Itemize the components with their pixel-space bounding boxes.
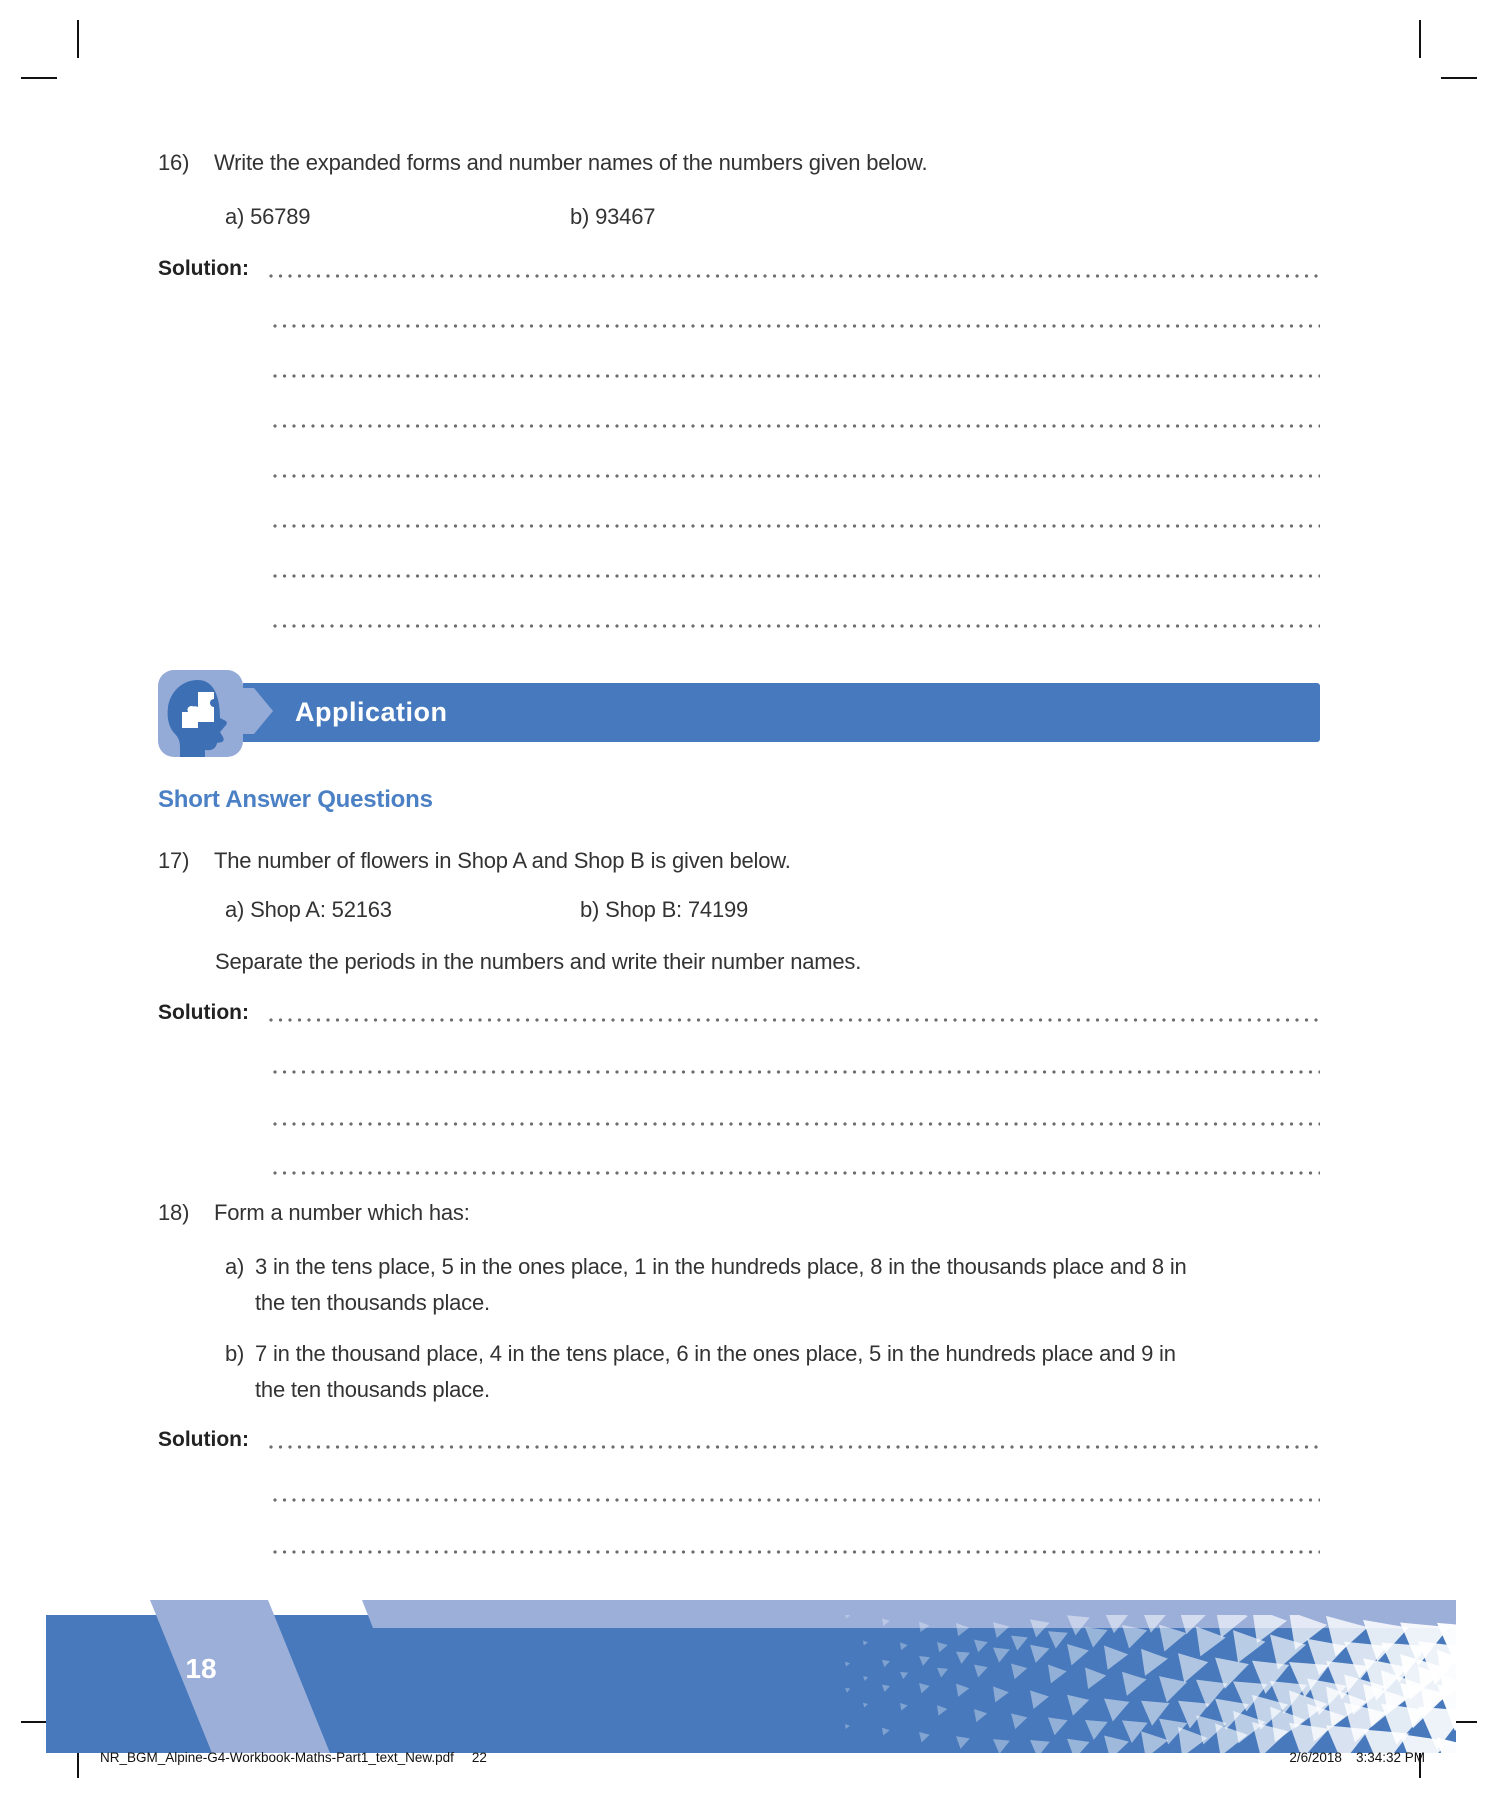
part-a-label: a) (225, 897, 245, 922)
solution-dotted-line (272, 473, 1320, 479)
part-b-label: b) (225, 1341, 245, 1366)
crop-mark-top-left-vertical (77, 20, 79, 58)
question-16-part-b (570, 204, 655, 230)
question-18-text: Form a number which has: (214, 1200, 470, 1225)
solution-dotted-line (272, 423, 1320, 429)
solution-label-q16: Solution: (158, 257, 249, 280)
part-b-value: Shop B: 74199 (605, 897, 749, 922)
solution-dotted-line (272, 573, 1320, 579)
solution-dotted-line (272, 1170, 1320, 1176)
solution-dotted-line (272, 1549, 1320, 1555)
solution-dotted-line (272, 523, 1320, 529)
solution-label-q18: Solution: (158, 1428, 249, 1451)
part-a-value: 3 in the tens place, 5 in the ones place, 1 in the hundreds place, 8 in the thousands place and 8 in the ten thousands place. (255, 1254, 1187, 1315)
question-17-note: Separate the periods in the numbers and write their number names. (215, 949, 862, 974)
question-16-part-a (225, 204, 310, 230)
page-number: 18 (185, 1653, 217, 1684)
part-b-value: 93467 (595, 204, 656, 229)
solution-label-q17: Solution: (158, 1001, 249, 1024)
crop-mark-top-right-horizontal (1441, 77, 1477, 79)
question-17-text: The number of flowers in Shop A and Shop B is given below. (214, 848, 791, 873)
solution-dotted-line (272, 373, 1320, 379)
question-18-line (158, 1200, 470, 1226)
part-b-value: 7 in the thousand place, 4 in the tens place, 6 in the ones place, 5 in the hundreds place and 9 in the ten thousands place. (255, 1341, 1176, 1402)
section-heading: Short Answer Questions (158, 786, 433, 813)
solution-dotted-line (268, 273, 1320, 279)
part-a-value: Shop A: 52163 (250, 897, 392, 922)
footer-date: 2/6/2018 (1289, 1750, 1342, 1765)
footer-decoration (0, 1595, 1498, 1800)
footer-document-page: 22 (471, 1750, 487, 1765)
solution-dotted-line (272, 1069, 1320, 1075)
solution-dotted-line (272, 323, 1320, 329)
question-16-line (158, 150, 927, 176)
solution-dotted-line (272, 1121, 1320, 1127)
question-18-part-b (225, 1336, 1200, 1408)
banner-chevron-icon (243, 688, 275, 736)
solution-dotted-line (268, 1017, 1320, 1023)
question-18-part-a (225, 1249, 1200, 1321)
question-17-part-a (225, 897, 392, 923)
part-b-label: b) (570, 204, 590, 229)
crop-mark-top-left-horizontal (21, 77, 57, 79)
footer-document-name: NR_BGM_Alpine-G4-Workbook-Maths-Part1_text_New.pdf (100, 1750, 454, 1765)
footer-timestamp (1289, 1750, 1425, 1765)
footer-file-info (100, 1750, 487, 1765)
crop-mark-top-right-vertical (1419, 20, 1421, 58)
part-a-label: a) (225, 204, 245, 229)
application-banner-title: Application (295, 697, 448, 727)
question-17-number: 17) (158, 848, 190, 873)
solution-dotted-line (272, 623, 1320, 629)
part-a-value: 56789 (250, 204, 311, 229)
head-puzzle-icon (158, 670, 243, 757)
question-16-text: Write the expanded forms and number names of the numbers given below. (214, 150, 928, 175)
footer-time: 3:34:32 PM (1355, 1750, 1425, 1765)
question-17-line (158, 848, 791, 874)
question-17-part-b (580, 897, 748, 923)
part-b-label: b) (580, 897, 600, 922)
solution-dotted-line (272, 1497, 1320, 1503)
part-a-label: a) (225, 1254, 245, 1279)
solution-dotted-line (268, 1444, 1320, 1450)
question-18-number: 18) (158, 1200, 190, 1225)
question-16-number: 16) (158, 150, 190, 175)
